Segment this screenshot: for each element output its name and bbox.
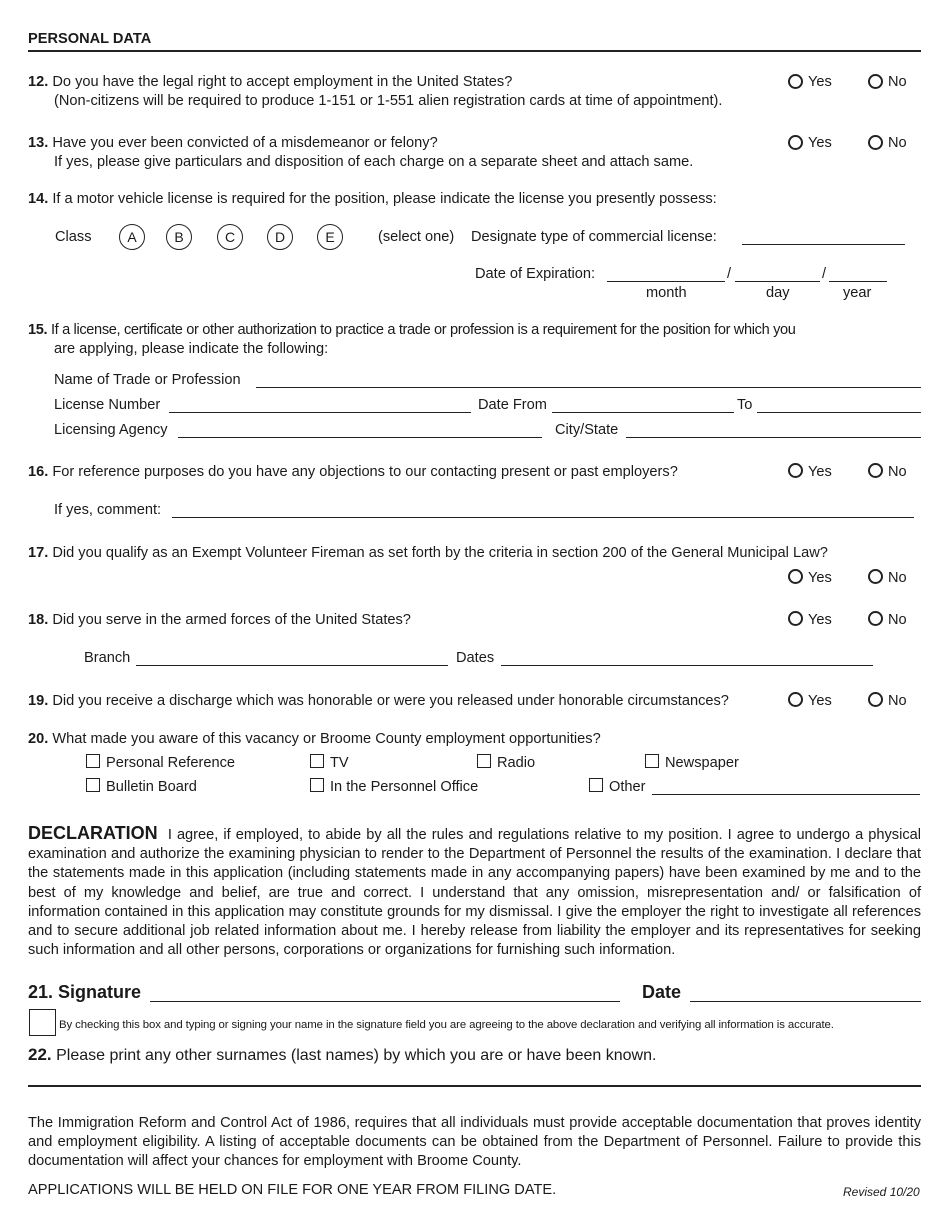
q18-no-label: No (888, 612, 907, 628)
city-state-field[interactable] (626, 437, 921, 438)
bulletin-board-label: Bulletin Board (106, 779, 197, 795)
slash-2: / (822, 266, 827, 282)
q19-yes-label: Yes (808, 693, 832, 709)
q19-no-radio[interactable] (868, 692, 883, 707)
personnel-office-label: In the Personnel Office (330, 779, 479, 795)
expiration-day-field[interactable] (735, 281, 820, 282)
q17-yes-radio[interactable] (788, 569, 803, 584)
q12-note: (Non-citizens will be required to produce 1-151 or 1-551 alien registration cards at time of appointment). (54, 93, 723, 109)
q13-note: If yes, please give particulars and disposition of each charge on a separate sheet and attach same. (54, 154, 694, 170)
signature-date-field[interactable] (690, 1001, 921, 1002)
q17-no-label: No (888, 570, 907, 586)
q14-select-one: (select one) (378, 229, 455, 245)
year-caption: year (843, 285, 872, 301)
q16-no-label: No (888, 464, 907, 480)
tv-checkbox[interactable] (310, 754, 324, 768)
declaration-paragraph: DECLARATION I agree, if employed, to abide by all the rules and regulations relative to my position. I agree to undergo a physical examination and authorize the examining physician to render to the Department of Personnel the results of the examination. I declare that the statements made in this application (including statements made in any accompanying papers) have been examined by me and to the best of my knowledge and belief, are true and correct. I understand that any omission, misrepresentation and/ or falsification of information contained in this application may constitute grounds for my dismissal. I give the employer the right to investigate all references and to secure additional job related information about me. I hereby release from liability the employer and its representatives for seeking such information and all other persons, corporations or organizations for furnishing such information. (28, 823, 921, 959)
q18-text: 18. Did you serve in the armed forces of the United States? (28, 612, 411, 628)
q12-no-radio[interactable] (868, 74, 883, 89)
personnel-office-checkbox[interactable] (310, 778, 324, 792)
agree-checkbox[interactable] (29, 1009, 56, 1036)
day-caption: day (766, 285, 790, 301)
q13-no-label: No (888, 135, 907, 151)
q12-yes-radio[interactable] (788, 74, 803, 89)
q13-text: 13. Have you ever been convicted of a misdemeanor or felony? (28, 135, 438, 151)
slash-1: / (727, 266, 732, 282)
month-caption: month (646, 285, 687, 301)
agency-field[interactable] (178, 437, 542, 438)
q14-text: 14. If a motor vehicle license is required for the position, please indicate the license you presently possess: (28, 191, 717, 207)
q14-class-label: Class (55, 229, 92, 245)
q17-yes-label: Yes (808, 570, 832, 586)
q17-no-radio[interactable] (868, 569, 883, 584)
declaration-heading: DECLARATION (28, 823, 158, 843)
branch-label: Branch (84, 650, 131, 666)
q15-text-2: are applying, please indicate the following: (54, 341, 329, 357)
bulletin-board-checkbox[interactable] (86, 778, 100, 792)
q16-yes-label: Yes (808, 464, 832, 480)
to-label: To (737, 397, 753, 413)
q16-yes-radio[interactable] (788, 463, 803, 478)
agency-label: Licensing Agency (54, 422, 168, 438)
q18-yes-radio[interactable] (788, 611, 803, 626)
surnames-field[interactable] (28, 1085, 921, 1087)
q16-comment-label: If yes, comment: (54, 502, 162, 518)
section-title: PERSONAL DATA (28, 31, 152, 47)
signature-label: 21. Signature (28, 982, 142, 1002)
class-c-option[interactable]: C (217, 224, 243, 250)
tv-label: TV (330, 755, 349, 771)
q12-text: 12. Do you have the legal right to accept employment in the United States? (28, 74, 513, 90)
newspaper-label: Newspaper (665, 755, 739, 771)
q18-yes-label: Yes (808, 612, 832, 628)
class-d-option[interactable]: D (267, 224, 293, 250)
revised-date: Revised 10/20 (843, 1185, 920, 1199)
dates-label: Dates (456, 650, 495, 666)
license-number-label: License Number (54, 397, 161, 413)
q16-no-radio[interactable] (868, 463, 883, 478)
date-from-label: Date From (478, 397, 547, 413)
q13-yes-radio[interactable] (788, 135, 803, 150)
q12-no-label: No (888, 74, 907, 90)
q18-no-radio[interactable] (868, 611, 883, 626)
q19-no-label: No (888, 693, 907, 709)
personal-reference-checkbox[interactable] (86, 754, 100, 768)
class-e-option[interactable]: E (317, 224, 343, 250)
radio-label: Radio (497, 755, 536, 771)
q13-no-radio[interactable] (868, 135, 883, 150)
newspaper-checkbox[interactable] (645, 754, 659, 768)
license-number-field[interactable] (169, 412, 471, 413)
header-rule (28, 50, 921, 52)
immigration-paragraph: The Immigration Reform and Control Act of 1986, requires that all individuals must provide acceptable documentation that proves identity and employment eligibility. A listing of acceptable documents can be obtained from the Department of Personnel. Failure to provide this documentation will affect your chances for employment with Broome County. (28, 1115, 921, 1170)
personal-reference-label: Personal Reference (106, 755, 235, 771)
branch-field[interactable] (136, 665, 448, 666)
q22-text: 22. Please print any other surnames (last names) by which you are or have been known. (28, 1045, 657, 1064)
q20-text: 20. What made you aware of this vacancy or Broome County employment opportunities? (28, 731, 601, 747)
q19-text: 19. Did you receive a discharge which was honorable or were you released under honorable circumstances? (28, 693, 729, 709)
signature-field[interactable] (150, 1001, 620, 1002)
expiration-year-field[interactable] (829, 281, 887, 282)
q17-text: 17. Did you qualify as an Exempt Volunteer Fireman as set forth by the criteria in section 200 of the General Municipal Law? (28, 545, 828, 561)
radio-checkbox[interactable] (477, 754, 491, 768)
trade-label: Name of Trade or Profession (54, 372, 241, 388)
trade-field[interactable] (256, 387, 921, 388)
date-from-field[interactable] (552, 412, 734, 413)
date-to-field[interactable] (757, 412, 921, 413)
commercial-license-field[interactable] (742, 244, 905, 245)
q15-text: 15. If a license, certificate or other authorization to practice a trade or profession is a requirement for the position for which you (28, 322, 796, 338)
other-field[interactable] (652, 794, 920, 795)
q13-yes-label: Yes (808, 135, 832, 151)
expiration-month-field[interactable] (607, 281, 725, 282)
q14-expiration-label: Date of Expiration: (475, 266, 596, 282)
footer-note: APPLICATIONS WILL BE HELD ON FILE FOR ONE YEAR FROM FILING DATE. (28, 1182, 557, 1198)
q14-commercial-label: Designate type of commercial license: (471, 229, 717, 245)
class-a-option[interactable]: A (119, 224, 145, 250)
class-b-option[interactable]: B (166, 224, 192, 250)
dates-field[interactable] (501, 665, 873, 666)
q19-yes-radio[interactable] (788, 692, 803, 707)
q16-text: 16. For reference purposes do you have any objections to our contacting present or past employers? (28, 464, 678, 480)
date-label: Date (642, 982, 682, 1002)
q12-yes-label: Yes (808, 74, 832, 90)
city-state-label: City/State (555, 422, 619, 438)
agree-text: By checking this box and typing or signing your name in the signature field you are agreeing to the above declaration and verifying all information is accurate. (59, 1019, 834, 1031)
q16-comment-field[interactable] (172, 517, 914, 518)
other-label: Other (609, 779, 646, 795)
other-checkbox[interactable] (589, 778, 603, 792)
